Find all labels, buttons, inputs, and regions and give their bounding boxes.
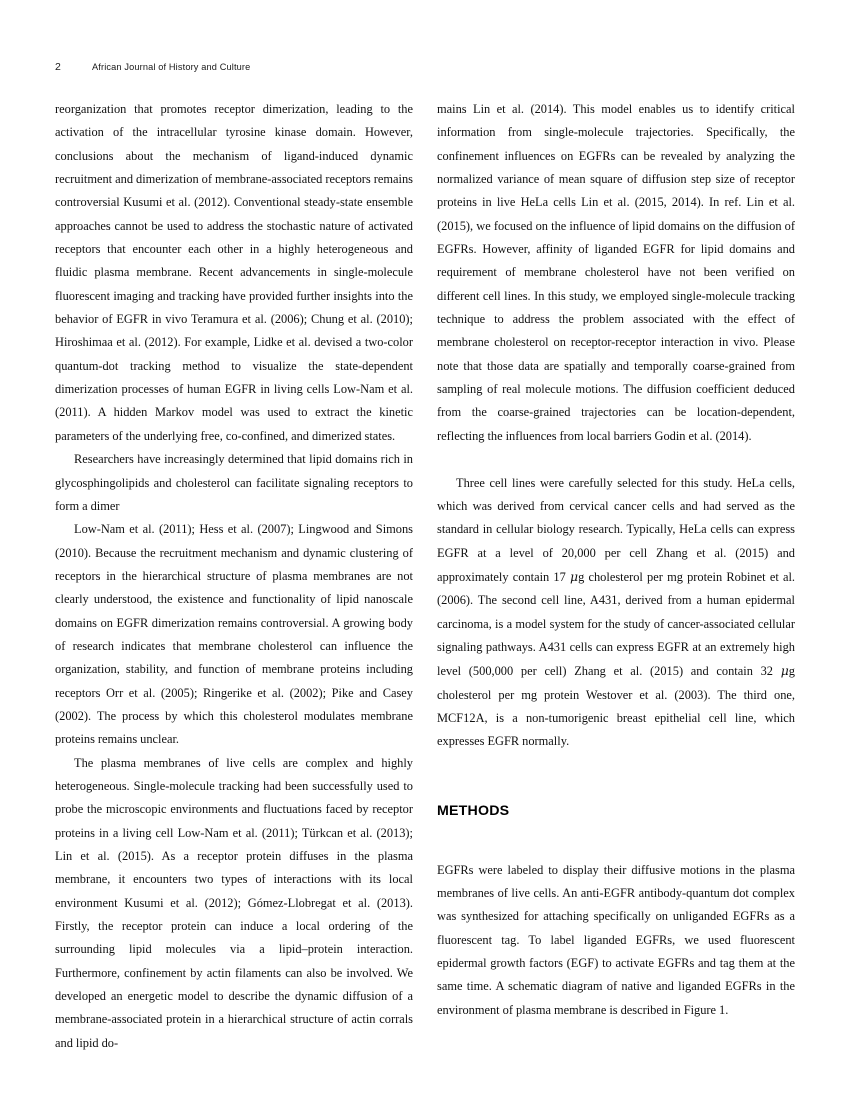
right-column [437,98,795,1022]
micro-symbol: μ [570,568,579,584]
section-heading-methods: METHODS [437,803,510,820]
page-number: 2 [55,61,61,73]
paragraph-p6: Three cell lines were carefully selected for this study. HeLa cells, which was derived from cervical cancer cells and had served as the standard in cellular biology research. Typically, HeLa cells can express EGFR at a level of 20,000 per cell Zhang et al. (2015) and approximately contain 17 μg cholesterol per mg protein Robinet et al. (2006). The second cell line, A431, derived from a human epidermal carcinoma, is a model system for the study of cancer-associated cellular signaling pathways. A431 cells can express EGFR at an extremely high level (500,000 per cell) Zhang et al. (2015) and contain 32 μg cholesterol per mg protein Westover et al. (2003). The third one, MCF12A, is a non-tumorigenic breast epithelial cell line, which expresses EGFR normally. [437,475,796,749]
paragraph-p3: Low-Nam et al. (2011); Hess et al. (2007); Lingwood and Simons (2010). Because the recruitment mechanism and dynamic clustering of receptors in the hierarchical structure of plasma membranes are not clearly understood, the existence and functionality of lipid nanoscale domains on EGFR dimerization remains controversial. A growing body of research indicates that membrane cholesterol can influence the organization, stability, and function of membrane proteins including receptors Orr et al. (2005); Ringerike et al. (2002); Pike and Casey (2002). The process by which this cholesterol modulates membrane proteins remains unclear. [55,522,413,747]
paragraph-p7: EGFRs were labeled to display their diffusive motions in the plasma membranes of live cells. An anti-EGFR antibody-quantum dot complex was synthesized for attaching specifically on unliganded EGFRs as a fluorescent tag. To label liganded EGFRs, we used fluorescent epidermal growth factors (EGF) to activate EGFRs and tag them at the same time. A schematic diagram of native and liganded EGFRs in the environment of plasma membrane is described in Figure 1. [437,862,795,1017]
left-column [55,98,413,1055]
paragraph-p1: reorganization that promotes receptor dimerization, leading to the activation of the intracellular tyrosine kinase domain. However, conclusions about the mechanism of ligand-induced dynamic recruitment and dimerization of membrane-associated receptors remains controversial Kusumi et al. (2012). Conventional steady-state ensemble approaches cannot be used to address the stochastic nature of activated receptors that encounter each other in a highly heterogeneous and fluidic plasma membrane. Recent advancements in single-molecule fluorescent imaging and tracking have provided further insights into the behavior of EGFR in vivo Teramura et al. (2006); Chung et al. (2010); Hiroshimaa et al. (2012). For example, Lidke et al. devised a two-color quantum-dot tracking method to visualize the state-dependent dimerization processes of human EGFR in living cells Low-Nam et al. (2011). A hidden Markov model was used to extract the kinetic parameters of the underlying free, co-confined, and dimerized states. [55,102,413,443]
micro-symbol: μ [780,663,789,679]
paragraph-p4: The plasma membranes of live cells are complex and highly heterogeneous. Single-molecule tracking had been successfully used to probe the microscopic environments and fluctuations faced by receptor proteins in a living cell Low-Nam et al. (2011); Türkcan et al. (2013); Lin et al. (2015). As a receptor protein diffuses in the plasma membrane, it encounters two types of interactions with its local environment Kusumi et al. (2012); Gómez-Llobregat et al. (2013). Firstly, the receptor protein can induce a local ordering of the surrounding lipid molecules via a lipid–protein interaction. Furthermore, confinement by actin filaments can also be involved. We developed an energetic model to describe the dynamic diffusion of a membrane-associated protein in a hierarchical structure of actin corrals and lipid do- [55,755,413,1050]
journal-title: African Journal of History and Culture [92,62,251,72]
paragraph-p5: mains Lin et al. (2014). This model enables us to identify critical information from single-molecule trajectories. Specifically, the confinement influences on EGFRs can be revealed by analyzing the normalized variance of mean square of diffusion step size of receptor proteins in live HeLa cells Lin et al. (2015, 2014). In ref. Lin et al. (2015), we focused on the influence of lipid domains on the diffusion of EGFRs. However, affinity of liganded EGFR for lipid domains and requirement of membrane cholesterol have not been verified on different cell lines. In this study, we employed single-molecule tracking technique to address the problem associated with the effect of membrane cholesterol on receptor-receptor interaction in vivo. Please note that those data are spatially and temporally coarse-grained from sampling of real molecule motions. The diffusion coefficient deduced from the coarse-grained trajectories can be location-dependent, reflecting the influences from local barriers Godin et al. (2014). [437,102,795,443]
running-header [55,61,795,77]
paragraph-p2: Researchers have increasingly determined that lipid domains rich in glycosphingolipids and cholesterol can facilitate signaling receptors to form a dimer [55,452,413,513]
